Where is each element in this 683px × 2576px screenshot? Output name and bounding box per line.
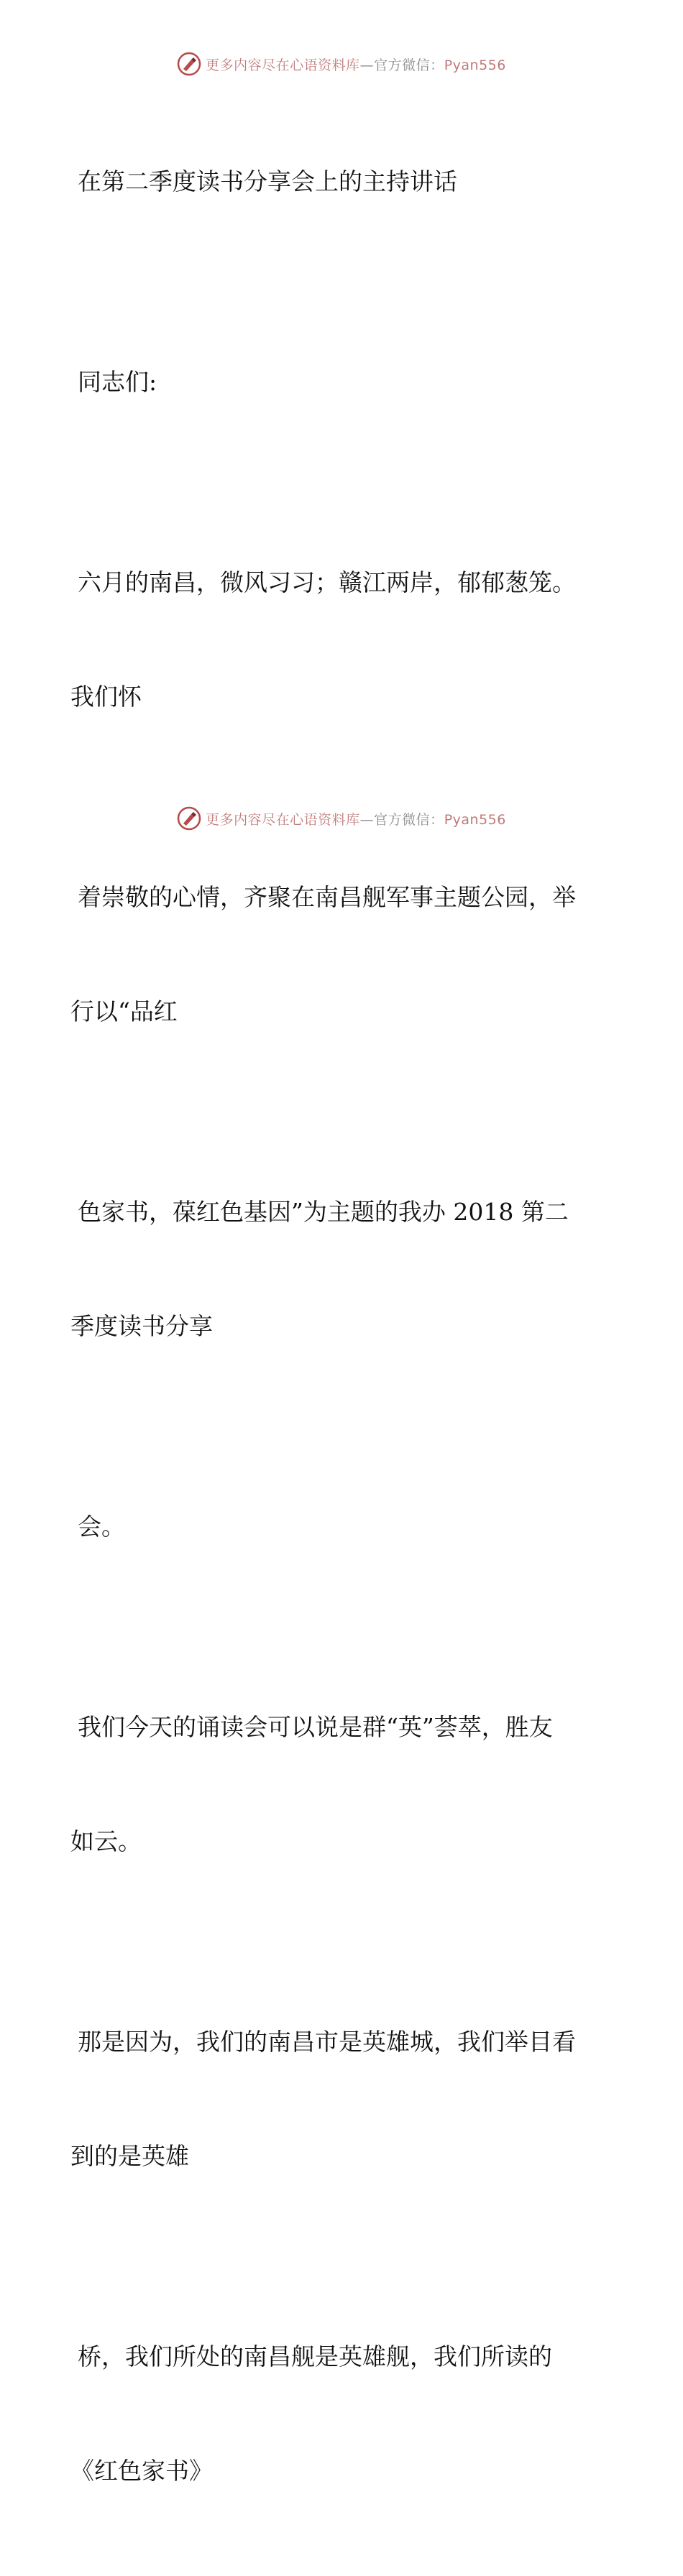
header-watermark — [0, 52, 683, 76]
paragraph-2: 着崇敬的心情，齐聚在南昌舰军事主题公园，举 行以“品红 — [70, 883, 576, 1025]
paragraph-4: 会。 — [78, 1513, 125, 1541]
paragraph-1: 六月的南昌，微风习习；赣江两岸，郁郁葱笼。 我们怀 — [70, 568, 576, 711]
paragraph-6: 那是因为，我们的南昌市是英雄城，我们举目看 到的是英雄 — [70, 2028, 576, 2170]
paragraph-5: 我们今天的诵读会可以说是群“英”荟萃，胜友 如云。 — [70, 1713, 553, 1855]
footer-watermark — [0, 806, 683, 831]
paragraph-7: 桥，我们所处的南昌舰是英雄舰，我们所读的 《红色家书》 — [70, 2342, 552, 2485]
document-title: 在第二季度读书分享会上的主持讲话 — [78, 167, 457, 195]
pen-nib-logo-icon — [177, 806, 201, 831]
pen-nib-logo-icon — [177, 52, 201, 76]
watermark-text: 更多内容尽在心语资料库—官方微信：Pyan556 — [206, 57, 506, 73]
watermark-text: 更多内容尽在心语资料库—官方微信：Pyan556 — [206, 811, 506, 828]
paragraph-0: 同志们: — [78, 368, 157, 396]
paragraph-3: 色家书，葆红色基因”为主题的我办 2018 第二 季度读书分享 — [70, 1198, 569, 1340]
document-body — [70, 86, 602, 2576]
